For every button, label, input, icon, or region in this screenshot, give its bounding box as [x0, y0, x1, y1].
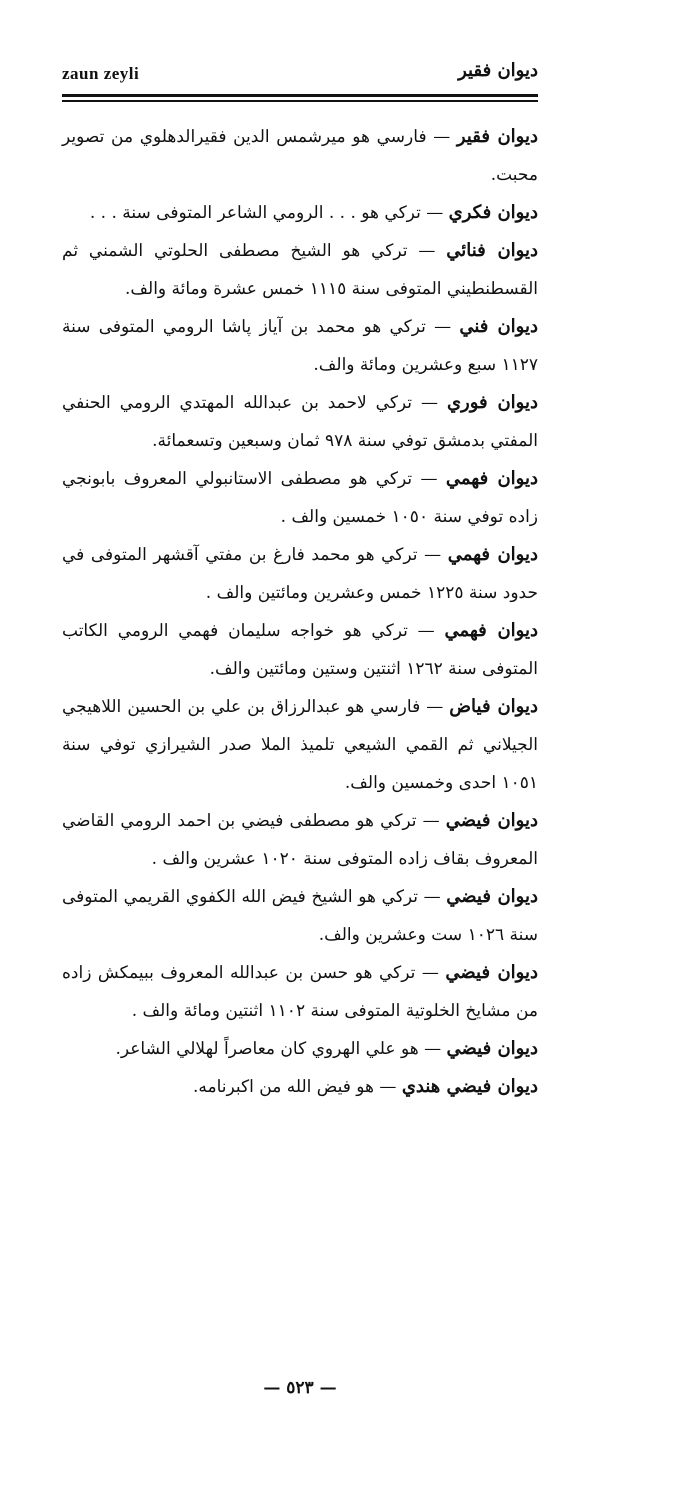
entry: [62, 384, 538, 460]
entry-title: ديوان فكري: [448, 202, 538, 223]
entry: [62, 954, 538, 1030]
entry-text: — تركي هو محمد بن آياز پاشا الرومي المتوفى سنة ١١٢٧ سبع وعشرين ومائة والف.: [62, 317, 538, 375]
entry-text: — تركي هو . . . الرومي الشاعر المتوفى سنة . . .: [89, 203, 449, 223]
running-head-arabic: ديوان فقير: [458, 60, 538, 81]
entry-text: — تركي هو حسن بن عبدالله المعروف ببيمكش زاده من مشايخ الخلوتية المتوفى سنة ١١٠٢ اثنتين ومائة والف .: [62, 963, 538, 1021]
entry: [62, 802, 538, 878]
entry: [62, 878, 538, 954]
entry-text: — هو علي الهروي كان معاصراً لهلالي الشاعر.: [115, 1039, 447, 1059]
entry-title: ديوان فقير: [456, 126, 538, 147]
entry-title: ديوان فني: [459, 316, 538, 337]
entry-title: ديوان فيضي: [445, 962, 538, 983]
entry-text: — تركي لاحمد بن عبدالله المهتدي الرومي الحنفي المفتي بدمشق توفي سنة ٩٧٨ ثمان وسبعين وتسعمائة.: [62, 393, 538, 451]
entry-text: — تركي هو مصطفى فيضي بن احمد الرومي القاضي المعروف بقاف زاده المتوفى سنة ١٠٢٠ عشرين والف .: [62, 811, 538, 869]
header-rule-thin: [62, 100, 538, 102]
entry-title: ديوان فهمي: [447, 544, 538, 565]
entry-text: — تركي هو خواجه سليمان فهمي الرومي الكاتب المتوفى سنة ١٢٦٢ اثنتين وستين ومائتين والف.: [62, 621, 538, 679]
entry-title: ديوان فنائي: [446, 240, 539, 261]
entry-text: — تركي هو مصطفى الاستانبولي المعروف بابونجي زاده توفي سنة ١٠٥٠ خمسين والف .: [62, 469, 538, 527]
entry-text: — تركي هو محمد فارغ بن مفتي آقشهر المتوفى في حدود سنة ١٢٢٥ خمس وعشرين ومائتين والف .: [62, 545, 538, 603]
entry-title: ديوان فيضي: [445, 810, 538, 831]
entry-text: — تركي هو الشيخ فيض الله الكفوي القريمي المتوفى سنة ١٠٢٦ ست وعشرين والف.: [62, 887, 538, 945]
entry-title: ديوان فوري: [446, 392, 538, 413]
entry-title: ديوان فياض: [449, 696, 538, 717]
running-head-latin: zaun zeyli: [62, 64, 140, 83]
entry-title: ديوان فهمي: [445, 468, 539, 489]
page-number: — ٥٢٣ —: [263, 1378, 337, 1398]
entry: [62, 194, 538, 232]
entry-title: ديوان فهمي: [444, 620, 538, 641]
entry-list: [62, 118, 538, 1106]
entry-text: — فارسي هو عبدالرزاق بن علي بن الحسين اللاهيجي الجيلاني ثم القمي الشيعي تلميذ الملا صدر الشيرازي توفي سنة ١٠٥١ احدى وخمسين والف.: [62, 697, 538, 793]
entry-title: ديوان فيضي هندي: [401, 1076, 538, 1097]
entry: [62, 688, 538, 802]
entry: [62, 460, 538, 536]
entry: [62, 536, 538, 612]
entry-text: — فارسي هو ميرشمس الدين فقيرالدهلوي من تصوير محبت.: [62, 127, 538, 185]
entry: [62, 1068, 538, 1106]
entry-title: ديوان فيضي: [446, 886, 538, 907]
header-rule-thick: [62, 94, 538, 97]
entry-text: — تركي هو الشيخ مصطفى الحلوتي الشمني ثم القسطنطيني المتوفى سنة ١١١٥ خمس عشرة ومائة والف.: [62, 241, 538, 299]
entry-title: ديوان فيضي: [446, 1038, 538, 1059]
entry-text: — هو فيض الله من اكبرنامه.: [193, 1077, 402, 1097]
entry: [62, 232, 538, 308]
entry: [62, 1030, 538, 1068]
entry: [62, 308, 538, 384]
entry: [62, 118, 538, 194]
entry: [62, 612, 538, 688]
